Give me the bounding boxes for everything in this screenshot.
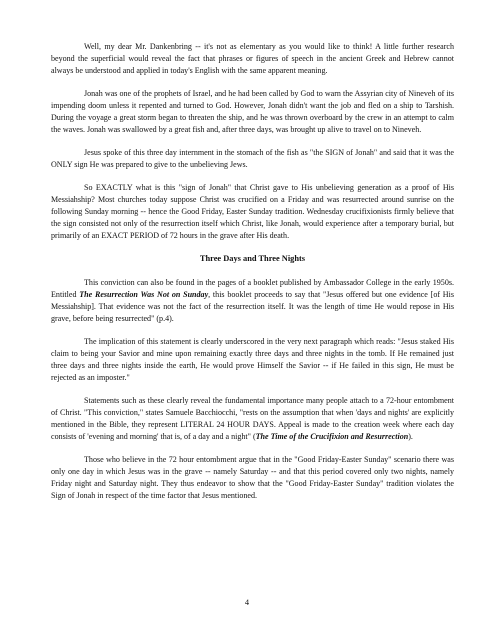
paragraph-exactly-what: So EXACTLY what is this "sign of Jonah" that Christ gave to His unbelieving generation as a proof of His Messiahship? Most churches today suppose Christ was crucified on a Friday and was resurrected around sunrise on the following Sunday morning -- hence the Good Friday, Easter Sunday tradition. Wednesday crucifixionists firmly believe that the sign consisted not only of the resurrection itself which Christ, like Jonah, would experience after a temporary burial, but primarily of an EXACT PERIOD of 72 hours in the grave after His death. xyxy=(51,183,454,240)
paragraph-implication: The implication of this statement is clearly underscored in the very next paragraph which reads: "Jesus staked His claim to being your Savior and mine upon remaining exactly three days and three nights in the tomb. If He remained just three days and three nights inside the earth, He would prove Himself the Savior -- if He failed in this sign, He must be rejected as an imposter." xyxy=(51,337,454,382)
paragraph-dankenbring: Well, my dear Mr. Dankenbring -- it's not as elementary as you would like to think! A little further research beyond the superficial would reveal the fact that phrases or figures of speech in the ancient Greek and Hebrew cannot always be understood and applied in today's English with the same apparent meaning. xyxy=(51,42,454,75)
paragraph-sign-of-jonah: Jesus spoke of this three day internment in the stomach of the fish as "the SIGN of Jonah" and said that it was the ONLY sign He was prepared to give to the unbelieving Jews. xyxy=(51,148,454,169)
booklet-text-after: , this booklet proceeds to say that "Jesus offered but one evidence [of His Messiahship]. That evidence was not the fact of the resurrection itself. It was the length of time He would repose in His grave, before being resurrected" (p.4). xyxy=(51,290,454,323)
paragraph-bacchiocchi xyxy=(51,395,454,443)
paragraph-jonah-story: Jonah was one of the prophets of Israel, and he had been called by God to warn the Assyrian city of Nineveh of its impending doom unless it repented and turned to God. However, Jonah didn't want the job and fled on a ship to Tarshish. During the voyage a great storm began to threaten the ship, and he was thrown overboard by the crew in an attempt to calm the waves. Jonah was swallowed by a great fish and, after three days, was brought up alive to travel on to Nineveh. xyxy=(51,89,454,134)
page-number: 4 xyxy=(244,598,250,607)
section-heading: Three Days and Three Nights xyxy=(199,254,306,263)
document-page xyxy=(51,41,454,513)
bacchiocchi-text-before: Statements such as these clearly reveal the fundamental importance many people attach to a 72-hour entombment of Christ. "This conviction," states Samuele Bacchiocchi, "rests on the assumption that when 'days and nights' are explicitly mentioned in the Bible, they represent LITERAL 24 HOUR DAYS. Appeal is made to the creation week where each day consists of 'evening and morning' that is, of a day and a night" ( xyxy=(51,396,454,441)
bacchiocchi-title: The Time of the Crucifixion and Resurrection xyxy=(255,432,409,441)
booklet-text-before: This conviction can also be found in the pages of a booklet published by Ambassador College in the early 1950s. Entitled xyxy=(51,278,454,299)
booklet-title: The Resurrection Was Not on Sunday xyxy=(79,290,209,299)
paragraph-72-hour-argument: Those who believe in the 72 hour entombment argue that in the "Good Friday-Easter Sunday" scenario there was only one day in which Jesus was in the grave -- namely Saturday -- and that this period covered only two nights, namely Friday night and Saturday night. They thus endeavor to show that the "Good Friday-Easter Sunday" tradition violates the Sign of Jonah in respect of the time factor that Jesus mentioned. xyxy=(51,455,454,500)
bacchiocchi-text-after: ). xyxy=(408,432,413,441)
paragraph-booklet xyxy=(51,277,454,325)
